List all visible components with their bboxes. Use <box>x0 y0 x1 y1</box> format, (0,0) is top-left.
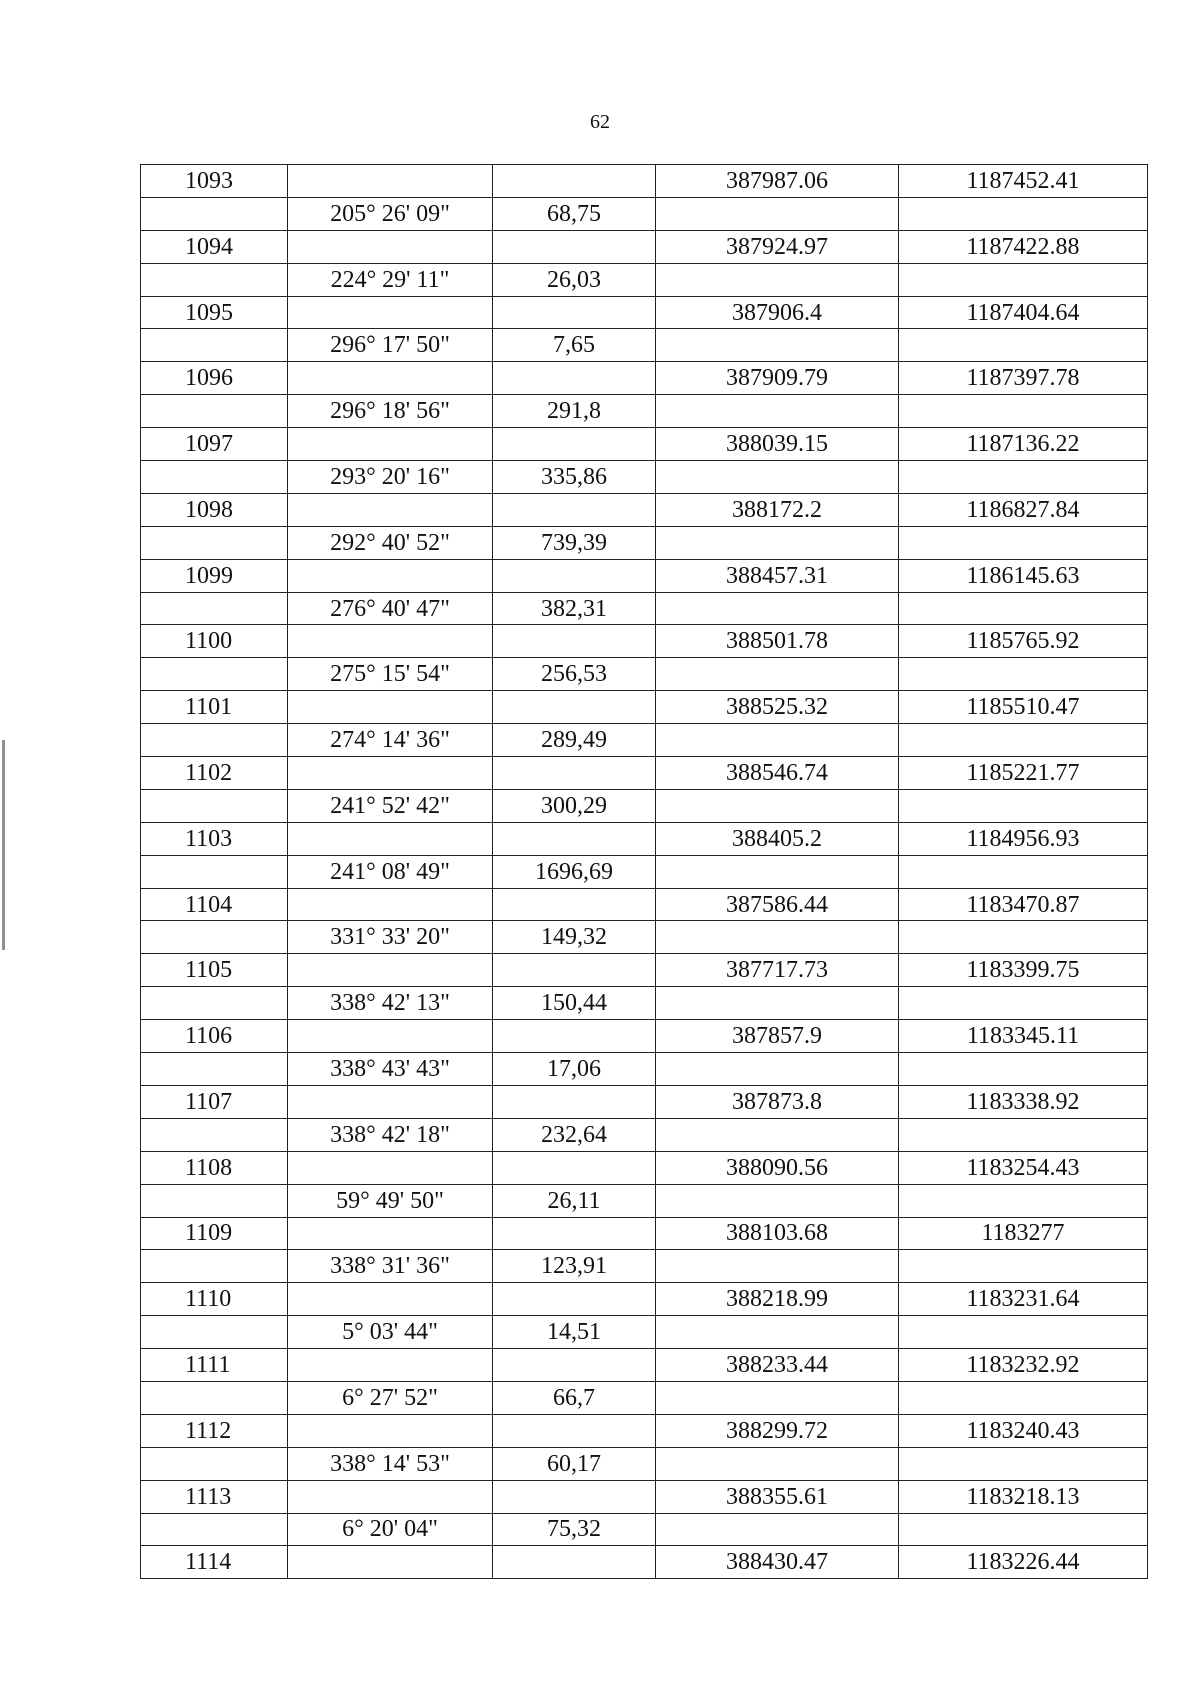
empty-cell <box>141 987 288 1020</box>
segment-row <box>141 789 1148 822</box>
empty-cell <box>899 526 1148 559</box>
empty-cell <box>656 921 899 954</box>
empty-cell <box>288 1085 493 1118</box>
distance-cell: 335,86 <box>493 461 656 494</box>
segment-row <box>141 263 1148 296</box>
empty-cell <box>493 1480 656 1513</box>
empty-cell <box>899 1316 1148 1349</box>
empty-cell <box>493 1151 656 1184</box>
y-coordinate-cell: 1183277 <box>899 1217 1148 1250</box>
empty-cell <box>493 1085 656 1118</box>
empty-cell <box>288 230 493 263</box>
segment-row <box>141 1053 1148 1086</box>
empty-cell <box>141 1118 288 1151</box>
distance-cell: 26,11 <box>493 1184 656 1217</box>
empty-cell <box>141 526 288 559</box>
segment-row <box>141 921 1148 954</box>
empty-cell <box>656 658 899 691</box>
empty-cell <box>288 559 493 592</box>
x-coordinate-cell: 388355.61 <box>656 1480 899 1513</box>
empty-cell <box>141 921 288 954</box>
x-coordinate-cell: 387873.8 <box>656 1085 899 1118</box>
y-coordinate-cell: 1184956.93 <box>899 822 1148 855</box>
distance-cell: 66,7 <box>493 1381 656 1414</box>
empty-cell <box>493 954 656 987</box>
point-number-cell: 1114 <box>141 1546 288 1579</box>
empty-cell <box>656 592 899 625</box>
empty-cell <box>493 296 656 329</box>
empty-cell <box>899 1447 1148 1480</box>
point-number-cell: 1100 <box>141 625 288 658</box>
empty-cell <box>899 724 1148 757</box>
y-coordinate-cell: 1186145.63 <box>899 559 1148 592</box>
segment-row <box>141 1118 1148 1151</box>
empty-cell <box>656 987 899 1020</box>
point-row <box>141 362 1148 395</box>
point-row <box>141 1349 1148 1382</box>
segment-row <box>141 1447 1148 1480</box>
empty-cell <box>141 263 288 296</box>
segment-row <box>141 395 1148 428</box>
empty-cell <box>899 1118 1148 1151</box>
direction-angle-cell: 296° 17' 50" <box>288 329 493 362</box>
empty-cell <box>899 1381 1148 1414</box>
direction-angle-cell: 276° 40' 47" <box>288 592 493 625</box>
x-coordinate-cell: 388039.15 <box>656 428 899 461</box>
distance-cell: 75,32 <box>493 1513 656 1546</box>
segment-row <box>141 1316 1148 1349</box>
empty-cell <box>899 658 1148 691</box>
empty-cell <box>899 921 1148 954</box>
point-number-cell: 1104 <box>141 888 288 921</box>
empty-cell <box>656 526 899 559</box>
empty-cell <box>493 428 656 461</box>
distance-cell: 289,49 <box>493 724 656 757</box>
empty-cell <box>493 493 656 526</box>
empty-cell <box>899 1053 1148 1086</box>
empty-cell <box>288 1020 493 1053</box>
empty-cell <box>899 329 1148 362</box>
empty-cell <box>493 888 656 921</box>
empty-cell <box>493 230 656 263</box>
distance-cell: 17,06 <box>493 1053 656 1086</box>
segment-row <box>141 987 1148 1020</box>
point-number-cell: 1098 <box>141 493 288 526</box>
point-number-cell: 1106 <box>141 1020 288 1053</box>
empty-cell <box>288 954 493 987</box>
empty-cell <box>899 1250 1148 1283</box>
point-number-cell: 1111 <box>141 1349 288 1382</box>
y-coordinate-cell: 1187136.22 <box>899 428 1148 461</box>
point-row <box>141 1151 1148 1184</box>
empty-cell <box>899 987 1148 1020</box>
empty-cell <box>141 658 288 691</box>
empty-cell <box>288 1349 493 1382</box>
empty-cell <box>493 362 656 395</box>
empty-cell <box>141 855 288 888</box>
y-coordinate-cell: 1183399.75 <box>899 954 1148 987</box>
point-number-cell: 1112 <box>141 1414 288 1447</box>
point-row <box>141 1414 1148 1447</box>
segment-row <box>141 197 1148 230</box>
point-row <box>141 1085 1148 1118</box>
point-number-cell: 1110 <box>141 1283 288 1316</box>
empty-cell <box>288 757 493 790</box>
distance-cell: 150,44 <box>493 987 656 1020</box>
empty-cell <box>288 1283 493 1316</box>
direction-angle-cell: 338° 14' 53" <box>288 1447 493 1480</box>
point-row <box>141 230 1148 263</box>
y-coordinate-cell: 1185510.47 <box>899 691 1148 724</box>
empty-cell <box>656 395 899 428</box>
empty-cell <box>493 1349 656 1382</box>
empty-cell <box>288 362 493 395</box>
coordinates-table-body <box>141 165 1148 1579</box>
x-coordinate-cell: 387906.4 <box>656 296 899 329</box>
point-number-cell: 1113 <box>141 1480 288 1513</box>
segment-row <box>141 1184 1148 1217</box>
point-row <box>141 888 1148 921</box>
direction-angle-cell: 274° 14' 36" <box>288 724 493 757</box>
empty-cell <box>899 592 1148 625</box>
empty-cell <box>899 395 1148 428</box>
empty-cell <box>288 1414 493 1447</box>
point-number-cell: 1096 <box>141 362 288 395</box>
y-coordinate-cell: 1183231.64 <box>899 1283 1148 1316</box>
y-coordinate-cell: 1183345.11 <box>899 1020 1148 1053</box>
point-row <box>141 559 1148 592</box>
y-coordinate-cell: 1183470.87 <box>899 888 1148 921</box>
empty-cell <box>493 625 656 658</box>
distance-cell: 1696,69 <box>493 855 656 888</box>
empty-cell <box>288 822 493 855</box>
y-coordinate-cell: 1183338.92 <box>899 1085 1148 1118</box>
x-coordinate-cell: 388299.72 <box>656 1414 899 1447</box>
direction-angle-cell: 224° 29' 11" <box>288 263 493 296</box>
y-coordinate-cell: 1183218.13 <box>899 1480 1148 1513</box>
distance-cell: 7,65 <box>493 329 656 362</box>
x-coordinate-cell: 387909.79 <box>656 362 899 395</box>
empty-cell <box>288 1546 493 1579</box>
y-coordinate-cell: 1187397.78 <box>899 362 1148 395</box>
empty-cell <box>141 1381 288 1414</box>
empty-cell <box>493 1020 656 1053</box>
y-coordinate-cell: 1187452.41 <box>899 165 1148 198</box>
point-row <box>141 1283 1148 1316</box>
distance-cell: 26,03 <box>493 263 656 296</box>
x-coordinate-cell: 387717.73 <box>656 954 899 987</box>
direction-angle-cell: 59° 49' 50" <box>288 1184 493 1217</box>
distance-cell: 300,29 <box>493 789 656 822</box>
point-number-cell: 1108 <box>141 1151 288 1184</box>
empty-cell <box>141 1447 288 1480</box>
direction-angle-cell: 296° 18' 56" <box>288 395 493 428</box>
empty-cell <box>141 329 288 362</box>
empty-cell <box>288 888 493 921</box>
x-coordinate-cell: 387857.9 <box>656 1020 899 1053</box>
empty-cell <box>141 789 288 822</box>
point-row <box>141 691 1148 724</box>
distance-cell: 149,32 <box>493 921 656 954</box>
empty-cell <box>899 461 1148 494</box>
point-number-cell: 1093 <box>141 165 288 198</box>
empty-cell <box>493 1283 656 1316</box>
point-number-cell: 1102 <box>141 757 288 790</box>
empty-cell <box>899 789 1148 822</box>
distance-cell: 60,17 <box>493 1447 656 1480</box>
empty-cell <box>288 296 493 329</box>
empty-cell <box>288 1480 493 1513</box>
distance-cell: 68,75 <box>493 197 656 230</box>
empty-cell <box>493 1546 656 1579</box>
point-row <box>141 296 1148 329</box>
y-coordinate-cell: 1183232.92 <box>899 1349 1148 1382</box>
distance-cell: 14,51 <box>493 1316 656 1349</box>
point-number-cell: 1095 <box>141 296 288 329</box>
point-row <box>141 954 1148 987</box>
distance-cell: 256,53 <box>493 658 656 691</box>
x-coordinate-cell: 388233.44 <box>656 1349 899 1382</box>
point-number-cell: 1109 <box>141 1217 288 1250</box>
empty-cell <box>141 1513 288 1546</box>
point-row <box>141 625 1148 658</box>
direction-angle-cell: 275° 15' 54" <box>288 658 493 691</box>
x-coordinate-cell: 388546.74 <box>656 757 899 790</box>
direction-angle-cell: 338° 42' 18" <box>288 1118 493 1151</box>
empty-cell <box>493 691 656 724</box>
direction-angle-cell: 293° 20' 16" <box>288 461 493 494</box>
empty-cell <box>288 1151 493 1184</box>
point-row <box>141 1217 1148 1250</box>
x-coordinate-cell: 387924.97 <box>656 230 899 263</box>
point-number-cell: 1099 <box>141 559 288 592</box>
point-row <box>141 165 1148 198</box>
empty-cell <box>899 1184 1148 1217</box>
empty-cell <box>656 1381 899 1414</box>
empty-cell <box>288 625 493 658</box>
empty-cell <box>656 461 899 494</box>
empty-cell <box>899 197 1148 230</box>
y-coordinate-cell: 1187422.88 <box>899 230 1148 263</box>
point-number-cell: 1103 <box>141 822 288 855</box>
empty-cell <box>656 1118 899 1151</box>
x-coordinate-cell: 388457.31 <box>656 559 899 592</box>
empty-cell <box>656 724 899 757</box>
x-coordinate-cell: 387987.06 <box>656 165 899 198</box>
x-coordinate-cell: 388218.99 <box>656 1283 899 1316</box>
point-row <box>141 1480 1148 1513</box>
empty-cell <box>899 855 1148 888</box>
y-coordinate-cell: 1187404.64 <box>899 296 1148 329</box>
y-coordinate-cell: 1183226.44 <box>899 1546 1148 1579</box>
empty-cell <box>288 493 493 526</box>
empty-cell <box>656 1316 899 1349</box>
y-coordinate-cell: 1185765.92 <box>899 625 1148 658</box>
direction-angle-cell: 5° 03' 44" <box>288 1316 493 1349</box>
x-coordinate-cell: 388405.2 <box>656 822 899 855</box>
empty-cell <box>656 855 899 888</box>
segment-row <box>141 329 1148 362</box>
direction-angle-cell: 241° 08' 49" <box>288 855 493 888</box>
empty-cell <box>493 165 656 198</box>
distance-cell: 232,64 <box>493 1118 656 1151</box>
empty-cell <box>493 822 656 855</box>
empty-cell <box>493 1414 656 1447</box>
y-coordinate-cell: 1185221.77 <box>899 757 1148 790</box>
point-number-cell: 1105 <box>141 954 288 987</box>
empty-cell <box>656 1447 899 1480</box>
x-coordinate-cell: 388501.78 <box>656 625 899 658</box>
empty-cell <box>656 1513 899 1546</box>
empty-cell <box>141 1184 288 1217</box>
segment-row <box>141 592 1148 625</box>
empty-cell <box>141 1250 288 1283</box>
empty-cell <box>493 1217 656 1250</box>
direction-angle-cell: 292° 40' 52" <box>288 526 493 559</box>
x-coordinate-cell: 388430.47 <box>656 1546 899 1579</box>
x-coordinate-cell: 388525.32 <box>656 691 899 724</box>
empty-cell <box>288 165 493 198</box>
x-coordinate-cell: 388090.56 <box>656 1151 899 1184</box>
direction-angle-cell: 338° 43' 43" <box>288 1053 493 1086</box>
empty-cell <box>656 263 899 296</box>
empty-cell <box>656 197 899 230</box>
point-number-cell: 1101 <box>141 691 288 724</box>
empty-cell <box>899 1513 1148 1546</box>
segment-row <box>141 1513 1148 1546</box>
empty-cell <box>141 1053 288 1086</box>
empty-cell <box>656 329 899 362</box>
segment-row <box>141 1250 1148 1283</box>
empty-cell <box>656 1184 899 1217</box>
empty-cell <box>899 263 1148 296</box>
x-coordinate-cell: 388103.68 <box>656 1217 899 1250</box>
segment-row <box>141 855 1148 888</box>
empty-cell <box>141 724 288 757</box>
y-coordinate-cell: 1186827.84 <box>899 493 1148 526</box>
direction-angle-cell: 338° 31' 36" <box>288 1250 493 1283</box>
point-number-cell: 1094 <box>141 230 288 263</box>
point-row <box>141 1546 1148 1579</box>
distance-cell: 382,31 <box>493 592 656 625</box>
direction-angle-cell: 6° 27' 52" <box>288 1381 493 1414</box>
page-number: 62 <box>590 111 610 133</box>
x-coordinate-cell: 388172.2 <box>656 493 899 526</box>
empty-cell <box>656 1053 899 1086</box>
empty-cell <box>141 592 288 625</box>
distance-cell: 739,39 <box>493 526 656 559</box>
direction-angle-cell: 241° 52' 42" <box>288 789 493 822</box>
point-row <box>141 822 1148 855</box>
x-coordinate-cell: 387586.44 <box>656 888 899 921</box>
segment-row <box>141 658 1148 691</box>
direction-angle-cell: 331° 33' 20" <box>288 921 493 954</box>
empty-cell <box>656 1250 899 1283</box>
point-row <box>141 1020 1148 1053</box>
point-number-cell: 1097 <box>141 428 288 461</box>
empty-cell <box>288 691 493 724</box>
y-coordinate-cell: 1183240.43 <box>899 1414 1148 1447</box>
distance-cell: 123,91 <box>493 1250 656 1283</box>
point-row <box>141 428 1148 461</box>
empty-cell <box>141 461 288 494</box>
scan-margin-mark <box>2 740 5 950</box>
y-coordinate-cell: 1183254.43 <box>899 1151 1148 1184</box>
point-number-cell: 1107 <box>141 1085 288 1118</box>
empty-cell <box>141 1316 288 1349</box>
empty-cell <box>493 559 656 592</box>
point-row <box>141 493 1148 526</box>
segment-row <box>141 526 1148 559</box>
empty-cell <box>493 757 656 790</box>
coordinates-table <box>140 164 1148 1579</box>
empty-cell <box>288 428 493 461</box>
segment-row <box>141 724 1148 757</box>
segment-row <box>141 461 1148 494</box>
direction-angle-cell: 338° 42' 13" <box>288 987 493 1020</box>
empty-cell <box>656 789 899 822</box>
empty-cell <box>288 1217 493 1250</box>
distance-cell: 291,8 <box>493 395 656 428</box>
segment-row <box>141 1381 1148 1414</box>
empty-cell <box>141 395 288 428</box>
direction-angle-cell: 6° 20' 04" <box>288 1513 493 1546</box>
empty-cell <box>141 197 288 230</box>
direction-angle-cell: 205° 26' 09" <box>288 197 493 230</box>
point-row <box>141 757 1148 790</box>
